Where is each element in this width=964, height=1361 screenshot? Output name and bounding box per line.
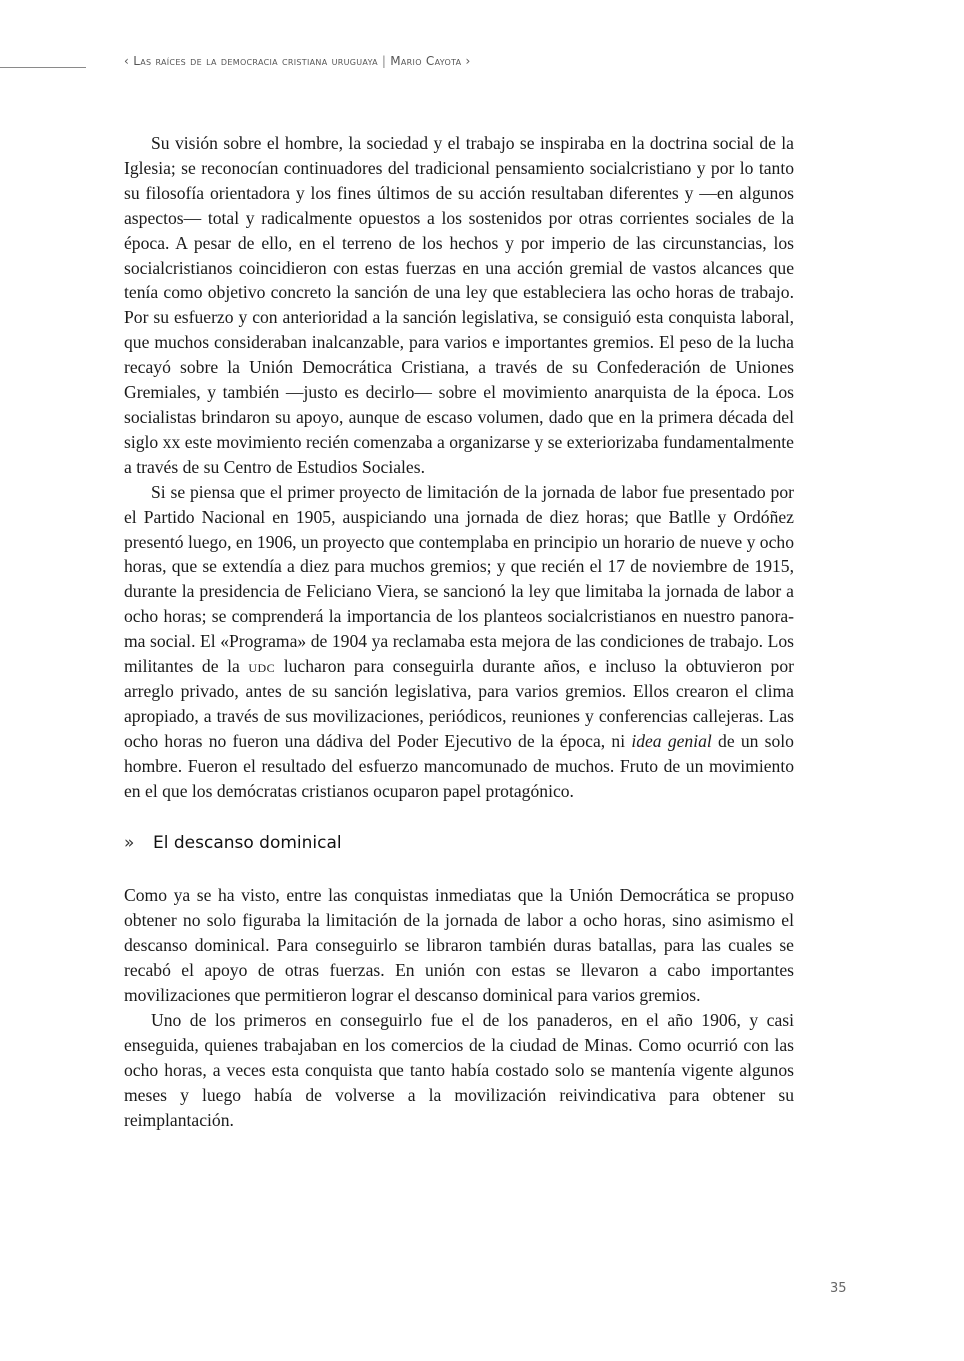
running-header	[124, 54, 471, 68]
paragraph-2	[124, 480, 794, 804]
italic-phrase: idea genial	[631, 730, 712, 751]
udc-abbreviation: udc	[248, 656, 276, 677]
paragraph-2-part-a: Si se piensa que el primer proyecto de limitación de la jornada de labor fue presentado por el Partido Nacional en 1905, auspiciando una jornada de diez horas; que Batlle y Ordóñez presentó luego, en 1906, un proyecto que contemplaba en principio un horario de nueve y ocho horas, que se extendía a diez para muchos gremios; y que recién el 17 de noviembre de 1915, durante la presidencia de Feliciano Viera, se sancionó la ley que limitaba la jornada de labor a ocho horas; se comprenderá la importancia de los planteos socialcristianos en nuestro panorama social. El «Programa» de 1904 ya reclamaba esta mejora de las condiciones de trabajo. Los militantes de la	[124, 481, 794, 677]
body-text	[124, 131, 794, 1133]
paragraph-2-part-b: lucharon para conseguirla durante años, e incluso la obtuvieron por arreglo privado, antes de su sanción legislativa, para varios gremios. Ellos crearon el clima apropiado, a través de sus movilizaciones, periódicos, reuniones y conferencias callejeras. Las ocho horas no fueron una dádiva del Poder Ejecutivo de la época, ni	[124, 656, 794, 751]
author-name: Mario Cayota ›	[390, 54, 471, 68]
paragraph-3: Como ya se ha visto, entre las conquistas inmediatas que la Unión Democrática se propuso obtener no solo figuraba la limitación de la jornada de labor a ocho horas, sino asimismo el descanso dominical. Para conseguirlo se libraron también duras batallas, para las cuales se recabó el apoyo de otras fuerzas. En unión con estas se llevaron a cabo importantes movilizaciones que permitieron lograr el descanso dominical para varios gremios.	[124, 885, 794, 1006]
header-separator: |	[381, 54, 387, 68]
book-title: ‹ Las raíces de la democracia cristiana uruguaya	[124, 54, 378, 68]
paragraph-1: Su visión sobre el hombre, la sociedad y el trabajo se inspiraba en la doctrina social de la Iglesia; se reconocían continuadores del tradicional pensamiento socialcristiano y por lo tanto su filosofía orientadora y los fines últimos de su acción resultaban diferentes y —en algunos aspectos— total y radicalmente opuestos a los sostenidos por otras corrientes sociales de la época. A pesar de ello, en el terreno de los hechos y por imperio de las circunstancias, los socialcristianos coincidieron con estas fuerzas en una acción gremial de vastos alcances que tenía como objetivo concreto la sanción de una ley que estableciera las ocho horas de trabajo. Por su esfuerzo y con anterioridad a la sanción legislativa, se consiguió esta conquista laboral, que muchos consideraban inalcanzable, para varios e importantes gremios. El peso de la lucha recayó sobre la Unión Democrática Cristiana, a través de su Confederación de Uniones Gremiales, y también —justo es decirlo— sobre el movimiento anarquista de la época. Los socialistas brindaron su apoyo, aunque de escaso volumen, dado que en la primera década del siglo xx este movimiento recién comenzaba a organizarse y se exteriorizaba fundamentalmente a través de su Centro de Estudios Sociales.	[124, 133, 794, 477]
page-number: 35	[830, 1281, 847, 1296]
section-heading	[124, 831, 794, 855]
heading-marker: »	[124, 833, 135, 854]
header-rule	[0, 67, 86, 68]
paragraph-4: Uno de los primeros en conseguirlo fue el de los panaderos, en el año 1906, y casi enseguida, quienes trabajaban en los comercios de la ciudad de Minas. Como ocurrió con las ocho horas, a veces esta conquista que tanto había costado solo se mantenía vigente algunos meses y luego había de volverse a la movilización reivindicativa para obtener su reimplantación.	[124, 1010, 794, 1130]
heading-text: El descanso dominical	[153, 833, 342, 854]
paragraph-2-part-c: de un solo hombre. Fueron el resultado del esfuerzo mancomunado de muchos. Fruto de un movimiento en el que los demócratas cristianos ocuparon papel protagónico.	[124, 730, 794, 801]
